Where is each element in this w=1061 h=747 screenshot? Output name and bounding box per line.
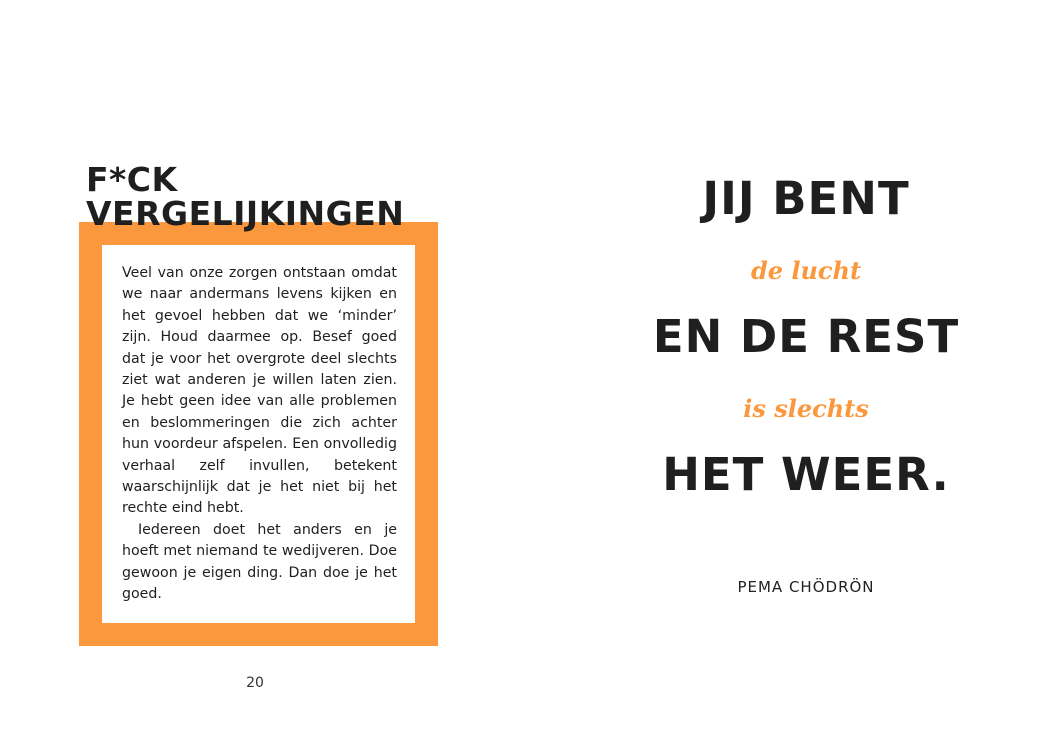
- quote-line-4: is slechts: [743, 394, 869, 423]
- quote-line-5: HET WEER.: [662, 448, 950, 501]
- paragraph-1: Veel van onze zorgen ontstaan omdat we naar andermans levens kijken en het gevoel hebben dat we ‘minder’ zijn. Houd daarmee op. Besef goed dat je voor het overgrote deel slechts ziet wat anderen je willen laten zien. Je hebt geen idee van alle problemen en beslommeringen die zich achter hun voordeur afspelen. Een onvolledig verhaal zelf invullen, betekent waarschijnlijk dat je het niet bij het rechte eind hebt.: [122, 265, 397, 517]
- quote-line-1: JIJ BENT: [702, 172, 910, 225]
- title-line-2: VERGELIJKINGEN: [86, 194, 405, 233]
- quote-line-3: EN DE REST: [652, 310, 960, 363]
- paragraph-2: Iedereen doet het anders en je hoeft met niemand te wedijveren. Doe gewoon je eigen ding. Dan doe je het goed.: [122, 521, 397, 603]
- page-number: 20: [246, 675, 264, 691]
- quote-author: PEMA CHÖDRÖN: [737, 578, 875, 596]
- quote-line-2: de lucht: [750, 256, 862, 285]
- page-title: [86, 160, 446, 233]
- title-line-1: F*CK: [86, 160, 178, 199]
- body-text: [122, 263, 397, 606]
